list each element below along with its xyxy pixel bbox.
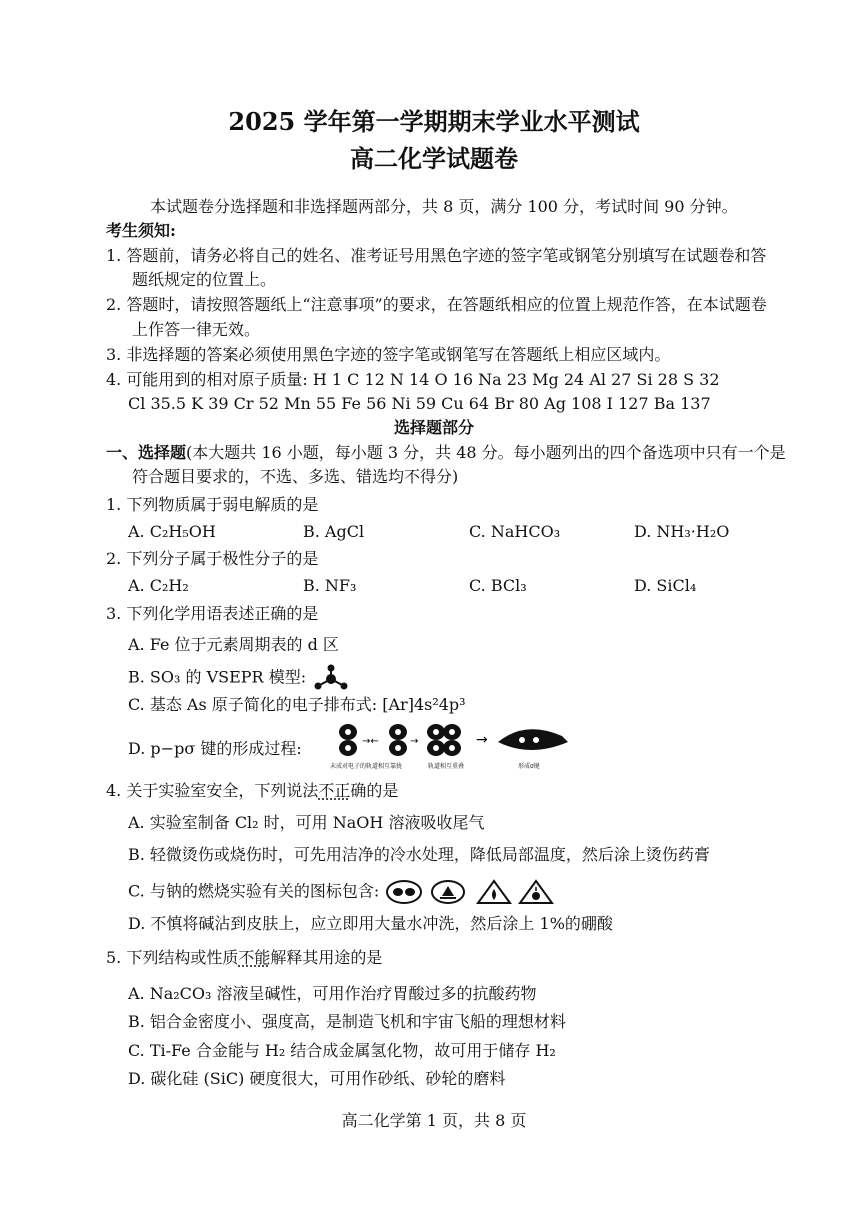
notice-line: 2. 答题时，请按照答题纸上“注意事项”的要求，在答题纸相应的位置上规范作答，在本试题卷: [106, 295, 767, 314]
q1-option-c: C. NaHCO₃: [469, 522, 561, 541]
q5-stem-emphasis: 不能: [238, 948, 271, 967]
goggles-icon: [387, 881, 421, 903]
q2-option-b: B. NF₃: [303, 576, 357, 595]
svg-text:→: →: [476, 732, 488, 748]
q3-option-c: C. 基态 As 原子简化的电子排布式: [Ar]4s²4p³: [128, 695, 466, 714]
q1-option-a: A. C₂H₅OH: [128, 522, 216, 541]
question-5-stem: [106, 947, 382, 969]
q4-option-c-text: C. 与钠的燃烧实验有关的图标包含:: [128, 881, 380, 901]
explosive-icon: [520, 881, 552, 903]
notice-line: 3. 非选择题的答案必须使用黑色字迹的签字笔或钢笔写在答题纸上相应区域内。: [106, 345, 671, 364]
flammable-icon: [478, 881, 510, 903]
q4-option-a: A. 实验室制备 Cl₂ 时，可用 NaOH 溶液吸收尾气: [128, 813, 485, 832]
q3-option-a: A. Fe 位于元素周期表的 d 区: [128, 635, 339, 654]
q5-option-d: D. 碳化硅 (SiC) 硬度很大，可用作砂纸、砂轮的磨料: [128, 1069, 506, 1088]
heating-icon: [432, 881, 464, 903]
fig-caption-2: 轨道相互重叠: [428, 763, 465, 770]
q4-stem-pre: 4. 关于实验室安全，下列说法: [106, 781, 319, 800]
fig-caption-1: 未成对电子的轨道相互靠拢: [330, 763, 403, 770]
q4-stem-post: 确的是: [350, 781, 399, 800]
question-1-stem: 1. 下列物质属于弱电解质的是: [106, 495, 319, 514]
q5-option-c: C. Ti-Fe 合金能与 H₂ 结合成金属氢化物，故可用于储存 H₂: [128, 1041, 556, 1060]
q2-option-a: A. C₂H₂: [128, 576, 189, 595]
svg-text:→: →: [410, 736, 419, 747]
q5-stem-post: 解释其用途的是: [270, 948, 383, 967]
section-title: 选择题部分: [393, 418, 474, 437]
section-intro-label: 一、选择题: [106, 443, 187, 462]
q4-option-c: [128, 878, 560, 906]
q3-option-d: D. p−pσ 键的形成过程:: [128, 739, 302, 758]
section-intro-text: (本大题共 16 小题，每小题 3 分，共 48 分。每小题列出的四个备选项中只有一个是: [186, 443, 786, 462]
q4-stem-emphasis: 不正: [318, 781, 351, 800]
section-intro-cont: 符合题目要求的，不选、多选、错选均不得分): [132, 467, 459, 486]
q1-option-d: D. NH₃·H₂O: [634, 522, 730, 541]
question-4-stem: [106, 780, 398, 802]
q5-option-b: B. 铝合金密度小、强度高，是制造飞机和宇宙飞船的理想材料: [128, 1012, 566, 1031]
q4-option-b: B. 轻微烫伤或烧伤时，可先用洁净的冷水处理，降低局部温度，然后涂上烫伤药膏: [128, 845, 710, 864]
exam-title: 2025 学年第一学期期末学业水平测试: [228, 107, 640, 136]
q5-option-a: A. Na₂CO₃ 溶液呈碱性，可用作治疗胃酸过多的抗酸药物: [128, 984, 537, 1003]
q5-stem-pre: 5. 下列结构或性质: [106, 948, 239, 967]
q2-option-c: C. BCl₃: [469, 576, 527, 595]
svg-text:→←: →←: [362, 736, 379, 747]
q2-option-d: D. SiCl₄: [634, 576, 697, 595]
sigma-bond-formation-figure: [330, 722, 580, 772]
q3-option-b: [128, 664, 351, 692]
orbital-approach-icon-2: [389, 724, 407, 756]
notice-line: 1. 答题前，请务必将自己的姓名、准考证号用黑色字迹的签字笔或钢笔分别填写在试题卷和答: [106, 246, 767, 265]
notice-line: 题纸规定的位置上。: [132, 270, 277, 289]
exam-subtitle: 高二化学试题卷: [350, 144, 518, 173]
fig-caption-3: 形成σ键: [518, 763, 540, 770]
notice-heading: 考生须知:: [106, 221, 176, 240]
safety-icons-row: [384, 878, 560, 906]
notice-line: 4. 可能用到的相对原子质量: H 1 C 12 N 14 O 16 Na 23 Mg 24 Al 27 Si 28 S 32: [106, 370, 720, 389]
intro-text: 本试题卷分选择题和非选择题两部分，共 8 页，满分 100 分，考试时间 90 分钟。: [150, 197, 738, 216]
question-3-stem: 3. 下列化学用语表述正确的是: [106, 604, 319, 623]
vsepr-model-icon: [311, 664, 351, 692]
q1-option-b: B. AgCl: [303, 522, 365, 541]
section-intro: [106, 442, 786, 464]
q4-option-d: D. 不慎将碱沾到皮肤上，应立即用大量水冲洗，然后涂上 1%的硼酸: [128, 914, 613, 933]
orbital-approach-icon: [339, 724, 357, 756]
page-footer: 高二化学第 1 页，共 8 页: [341, 1111, 527, 1130]
question-2-stem: 2. 下列分子属于极性分子的是: [106, 549, 319, 568]
notice-line: 上作答一律无效。: [132, 320, 261, 339]
orbital-overlap-icon: [427, 724, 461, 756]
sigma-bond-icon: [498, 729, 568, 750]
q3-option-b-text: B. SO₃ 的 VSEPR 模型:: [128, 667, 307, 687]
notice-line: Cl 35.5 K 39 Cr 52 Mn 55 Fe 56 Ni 59 Cu 64 Br 80 Ag 108 I 127 Ba 137: [128, 394, 711, 413]
